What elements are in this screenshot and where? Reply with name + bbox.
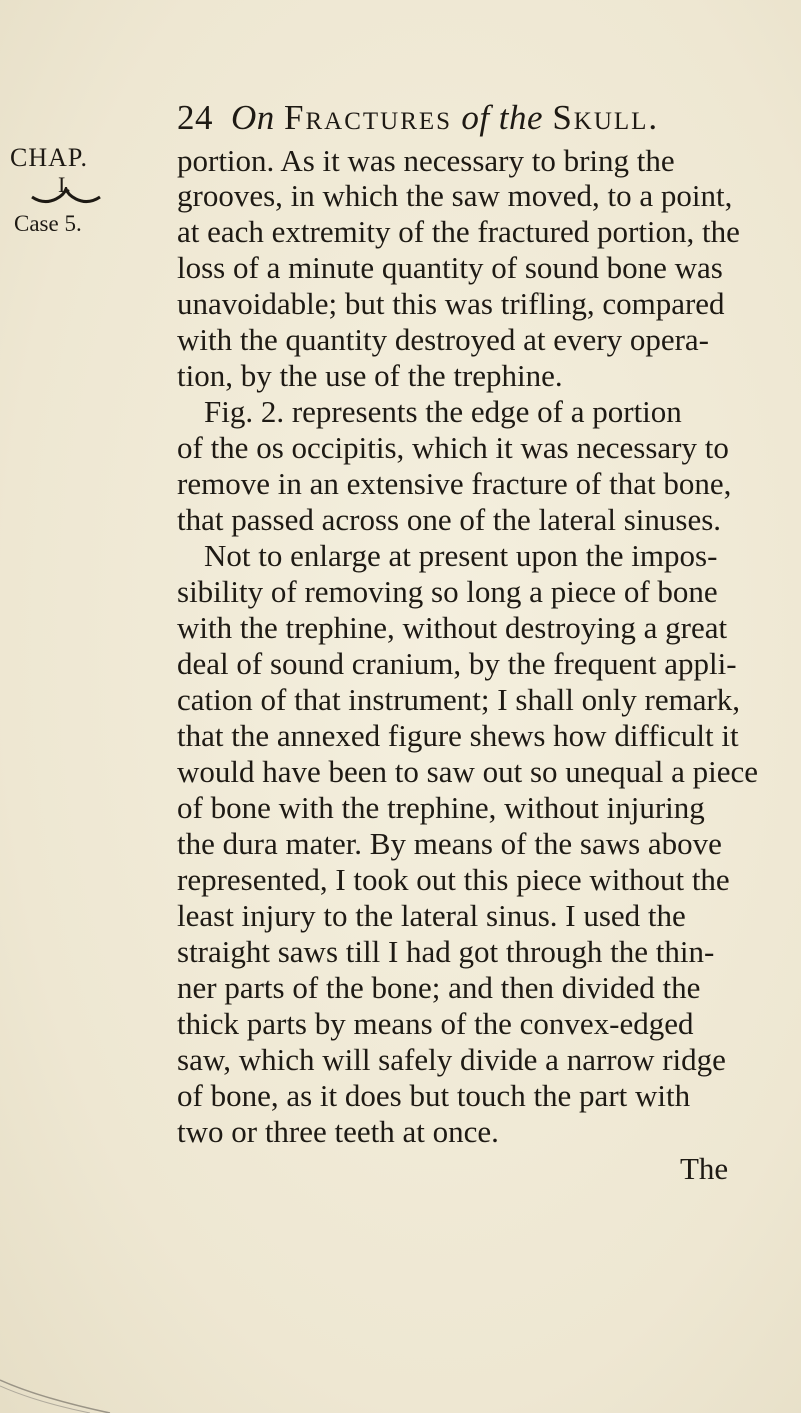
margin-brace-ornament — [30, 187, 102, 207]
text-line: loss of a minute quantity of sound bone was — [177, 250, 723, 285]
text-line: with the trephine, without destroying a great — [177, 610, 728, 645]
text-line: sibility of removing so long a piece of bone — [177, 574, 718, 609]
margin-chapter-label: CHAP. — [10, 143, 88, 172]
text-line: unavoidable; but this was trifling, compared — [177, 286, 725, 321]
text-line: at each extremity of the fractured portion, the — [177, 214, 740, 249]
text-line: least injury to the lateral sinus. I used the — [177, 898, 686, 933]
header-on: On — [231, 98, 275, 137]
text-line: cation of that instrument; I shall only remark, — [177, 682, 741, 717]
text-line: with the quantity destroyed at every opera- — [177, 322, 709, 357]
text-line: straight saws till I had got through the thin- — [177, 934, 715, 969]
running-header — [177, 98, 659, 138]
text-line: tion, by the use of the trephine. — [177, 358, 563, 393]
text-line: two or three teeth at once. — [177, 1114, 499, 1149]
catchword: The — [680, 1151, 729, 1186]
text-line: grooves, in which the saw moved, to a point, — [177, 178, 733, 213]
text-line: thick parts by means of the convex-edged — [177, 1006, 694, 1041]
text-line: of the os occipitis, which it was necessary to — [177, 430, 729, 465]
text-line: Not to enlarge at present upon the impos- — [204, 538, 718, 573]
text-line: the dura mater. By means of the saws above — [177, 826, 722, 861]
header-fractures: Fractures — [284, 98, 453, 137]
text-line: would have been to saw out so unequal a piece — [177, 754, 759, 789]
text-line: remove in an extensive fracture of that bone, — [177, 466, 732, 501]
header-of-the: of the — [461, 98, 544, 137]
text-line: Fig. 2. represents the edge of a portion — [204, 394, 682, 429]
page-corner-mark — [0, 1330, 120, 1413]
text-line: that the annexed figure shews how difficult it — [177, 718, 739, 753]
text-line: saw, which will safely divide a narrow ridge — [177, 1042, 726, 1077]
text-line: ner parts of the bone; and then divided the — [177, 970, 701, 1005]
text-line: of bone with the trephine, without injuring — [177, 790, 705, 825]
text-line: deal of sound cranium, by the frequent appli- — [177, 646, 737, 681]
text-line: portion. As it was necessary to bring the — [177, 143, 675, 178]
text-line: that passed across one of the lateral sinuses. — [177, 502, 722, 537]
page-number: 24 — [177, 98, 213, 137]
header-skull: Skull. — [552, 98, 660, 137]
text-line: represented, I took out this piece without the — [177, 862, 730, 897]
margin-chapter-number: I. — [58, 172, 71, 197]
margin-case-label: Case 5. — [14, 211, 82, 236]
text-line: of bone, as it does but touch the part with — [177, 1078, 691, 1113]
